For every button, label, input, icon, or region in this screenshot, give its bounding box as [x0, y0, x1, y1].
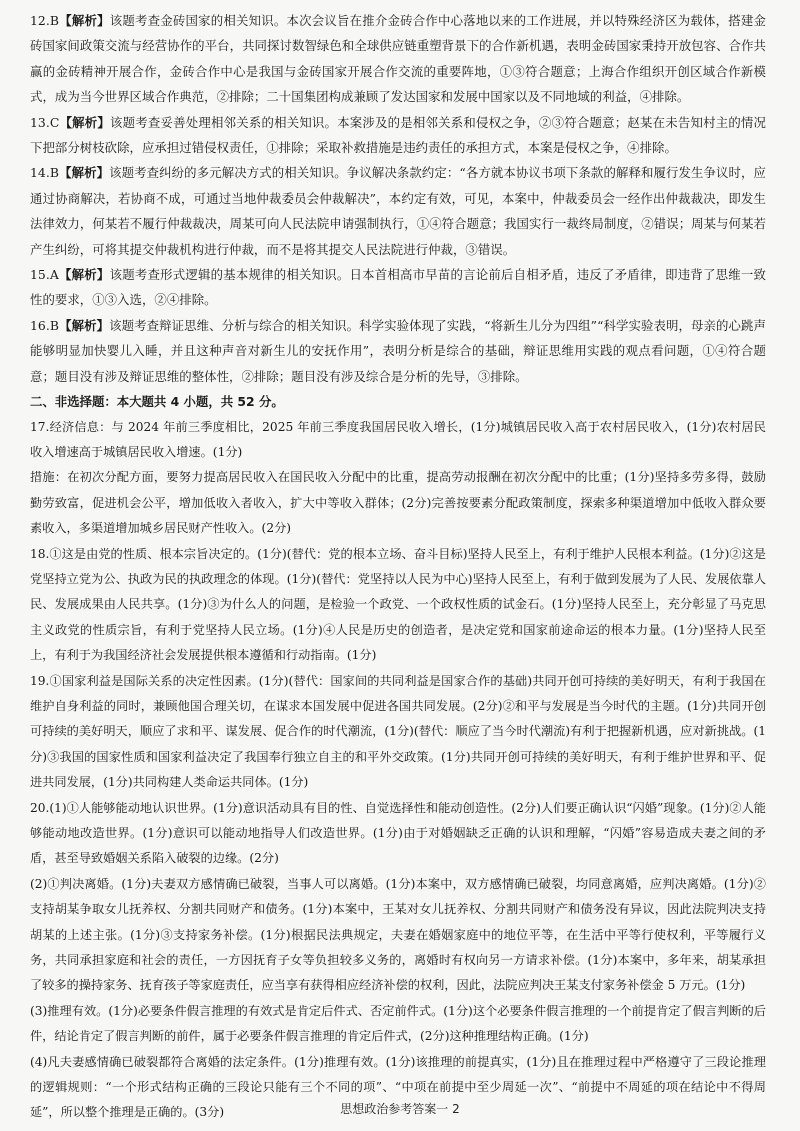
analysis-tag: 【解析】	[59, 317, 110, 333]
question-number: 16.B	[30, 317, 60, 333]
question-number: 15.A	[30, 267, 59, 283]
question-number: 13.C	[30, 114, 60, 130]
answer-item-17-info: 17.经济信息：与 2024 年前三季度相比，2025 年前三季度我国居民收入增长，(1分)城镇居民收入高于农村居民收入，(1分)农村居民收入增速高于城镇居民收入增速。(1分)	[30, 419, 766, 459]
answer-text: 该题考查形式逻辑的基本规律的相关知识。日本首相高市早苗的言论前后自相矛盾，违反了矛盾律，即违背了思维一致性的要求，①③入选，②④排除。	[30, 267, 766, 308]
answer-item-19: 19.①国家利益是国际关系的决定性因素。(1分)(替代：国家间的共同利益是国家合作的基础)共同开创可持续的美好明天，有利于我国在维护自身利益的同时，兼顾他国合理关切，在谋求本国发展中促进各国共同发展。(2分)②和平与发展是当今时代的主题。(1分)共同开创可持续的美好明天，顺应了求和平、谋发展、促合作的时代潮流，(1分)(替代：顺应了当今时代潮流)有利于把握新机遇，应对新挑战。(1分)③我国的国家性质和国家利益决定了我国奉行独立自主的和平外交政策。(1分)共同开创可持续的美好明天，有利于维护世界和平、促进共同发展，(1分)共同构建人类命运共同体。(1分)	[30, 673, 766, 790]
answer-item-14	[30, 160, 766, 262]
answer-text: 该题考查纠纷的多元解决方式的相关知识。争议解决条款约定：“各方就本协议书项下条款的解释和履行发生争议时，应通过协商解决，若协商不成，可通过当地仲裁委员会仲裁解决”，本约定有效，可见，本案中，仲裁委员会一经作出仲裁裁决，即发生法律效力，何某若不履行仲裁裁决，周某可向人民法院申请强制执行，①④符合题意；我国实行一裁终局制度，②错误；周某与何某若产生纠纷，可将其提交仲裁机构进行仲裁，而不是将其提交人民法院进行仲裁，③错误。	[30, 165, 766, 257]
page-footer: 思想政治参考答案一 2	[340, 1102, 460, 1116]
question-number: 12.B	[30, 13, 60, 28]
answer-text: 该题考查妥善处理相邻关系的相关知识。本案涉及的是相邻关系和侵权之争，②③符合题意；赵某在未告知村主的情况下把部分树枝砍除，应承担过错侵权责任，①排除；采取补救措施是违约责任的承担方式，本案是侵权之争，④排除。	[30, 114, 766, 156]
answer-item-18: 18.①这是由党的性质、根本宗旨决定的。(1分)(替代：党的根本立场、奋斗目标)坚持人民至上，有利于维护人民根本利益。(1分)②这是党坚持立党为公、执政为民的执政理念的体现。(1分)(替代：党坚持以人民为中心)坚持人民至上，有利于做到发展为了人民、发展依靠人民、发展成果由人民共享。(1分)③为什么人的问题，是检验一个政党、一个政权性质的试金石。(1分)坚持人民至上，充分彰显了马克思主义政党的性质宗旨，有利于党坚持人民立场。(1分)④人民是历史的创造者，是决定党和国家前途命运的根本力量。(1分)坚持人民至上，有利于为我国经济社会发展提供根本遵循和行动指南。(1分)	[30, 546, 766, 663]
analysis-tag: 【解析】	[59, 13, 110, 28]
analysis-tag: 【解析】	[59, 165, 110, 181]
answer-item-12	[30, 8, 766, 110]
answer-item-17-measures: 措施：在初次分配方面，要努力提高居民收入在国民收入分配中的比重，提高劳动报酬在初次分配中的比重；(1分)坚持多劳多得，鼓励勤劳致富，促进机会公平，增加低收入者收入，扩大中等收入群体；(2分)完善按要素分配政策制度，探索多种渠道增加中低收入群众要素收入，多渠道增加城乡居民财产性收入。(2分)	[30, 470, 766, 536]
answer-text: 该题考查辩证思维、分析与综合的相关知识。科学实验体现了实践，“将新生儿分为四组”“科学实验表明，母亲的心跳声能够明显加快婴儿入睡，并且这种声音对新生儿的安抚作用”，表明分析是综合的基础，辩证思维用实践的观点看问题，①④符合题意；题目没有涉及辩证思维的整体性，②排除；题目没有涉及综合是分析的先导，③排除。	[30, 317, 766, 384]
analysis-tag: 【解析】	[59, 114, 111, 130]
analysis-tag: 【解析】	[58, 267, 110, 283]
answer-item-20-part3: (3)推理有效。(1分)必要条件假言推理的有效式是肯定后件式、否定前件式。(1分)这个必要条件假言推理的一个前提肯定了假言判断的后件，结论肯定了假言判断的前件，属于必要条件假言推理的肯定后件式，(2分)这种推理结构正确。(1分)	[30, 1003, 766, 1044]
answer-item-20-part1: 20.(1)①人能够能动地认识世界。(1分)意识活动具有目的性、自觉选择性和能动创造性。(2分)人们要正确认识“闪婚”现象。(1分)②人能够能动地改造世界。(1分)意识可以能动地指导人们改造世界。(1分)由于对婚姻缺乏正确的认识和理解，“闪婚”容易造成夫妻之间的矛盾，甚至导致婚姻关系陷入破裂的边缘。(2分)	[30, 800, 766, 866]
answer-item-16	[30, 313, 766, 389]
answer-item-13	[30, 110, 766, 161]
section-title: 二、非选择题：本大题共 4 小题，共 52 分。	[30, 394, 284, 410]
answer-item-15	[30, 262, 766, 313]
question-number: 14.B	[30, 165, 60, 181]
answer-text: 该题考查金砖国家的相关知识。本次会议旨在推介金砖合作中心落地以来的工作进展，并以特殊经济区为载体，搭建金砖国家间政策交流与经营协作的平台，共同探讨数智绿色和全球供应链重塑背景下的合作新机遇，表明金砖国家秉持开放包容、合作共赢的金砖精神开展合作，金砖合作中心是我国与金砖国家开展合作交流的重要阵地，①③符合题意；上海合作组织开创区域合作新模式，成为当今世界区域合作典范，②排除；二十国集团构成兼顾了发达国家和发展中国家以及不同地域的利益，④排除。	[30, 13, 766, 105]
answer-item-20-part4: (4)凡夫妻感情确已破裂都符合离婚的法定条件。(1分)推理有效。(1分)该推理的前提真实，(1分)且在推理过程中严格遵守了三段论推理的逻辑规则：“一个形式结构正确的三段论只能有三个不同的项”、“中项在前提中至少周延一次”、“前提中不周延的项在结论中不得周延”，所以整个推理是正确的。(3分)	[30, 1054, 766, 1120]
answer-item-20-part2: (2)①判决离婚。(1分)夫妻双方感情确已破裂，当事人可以离婚。(1分)本案中，双方感情确已破裂，均同意离婚，应判决离婚。(1分)②支持胡某争取女儿抚养权、分割共同财产和债务。(1分)本案中，王某对女儿抚养权、分割共同财产和债务没有异议，因此法院判决支持胡某的上述主张。(1分)③支持家务补偿。(1分)根据民法典规定，夫妻在婚姻家庭中的地位平等，在生活中平等行使权利，平等履行义务，共同承担家庭和社会的责任，一方因抚育子女等负担较多义务的，离婚时有权向另一方请求补偿。(1分)本案中，多年来，胡某承担了较多的操持家务、抚育孩子等家庭责任，应当享有获得相应经济补偿的权利，因此，法院应判决王某支付家务补偿金 5 万元。(1分)	[30, 876, 766, 993]
